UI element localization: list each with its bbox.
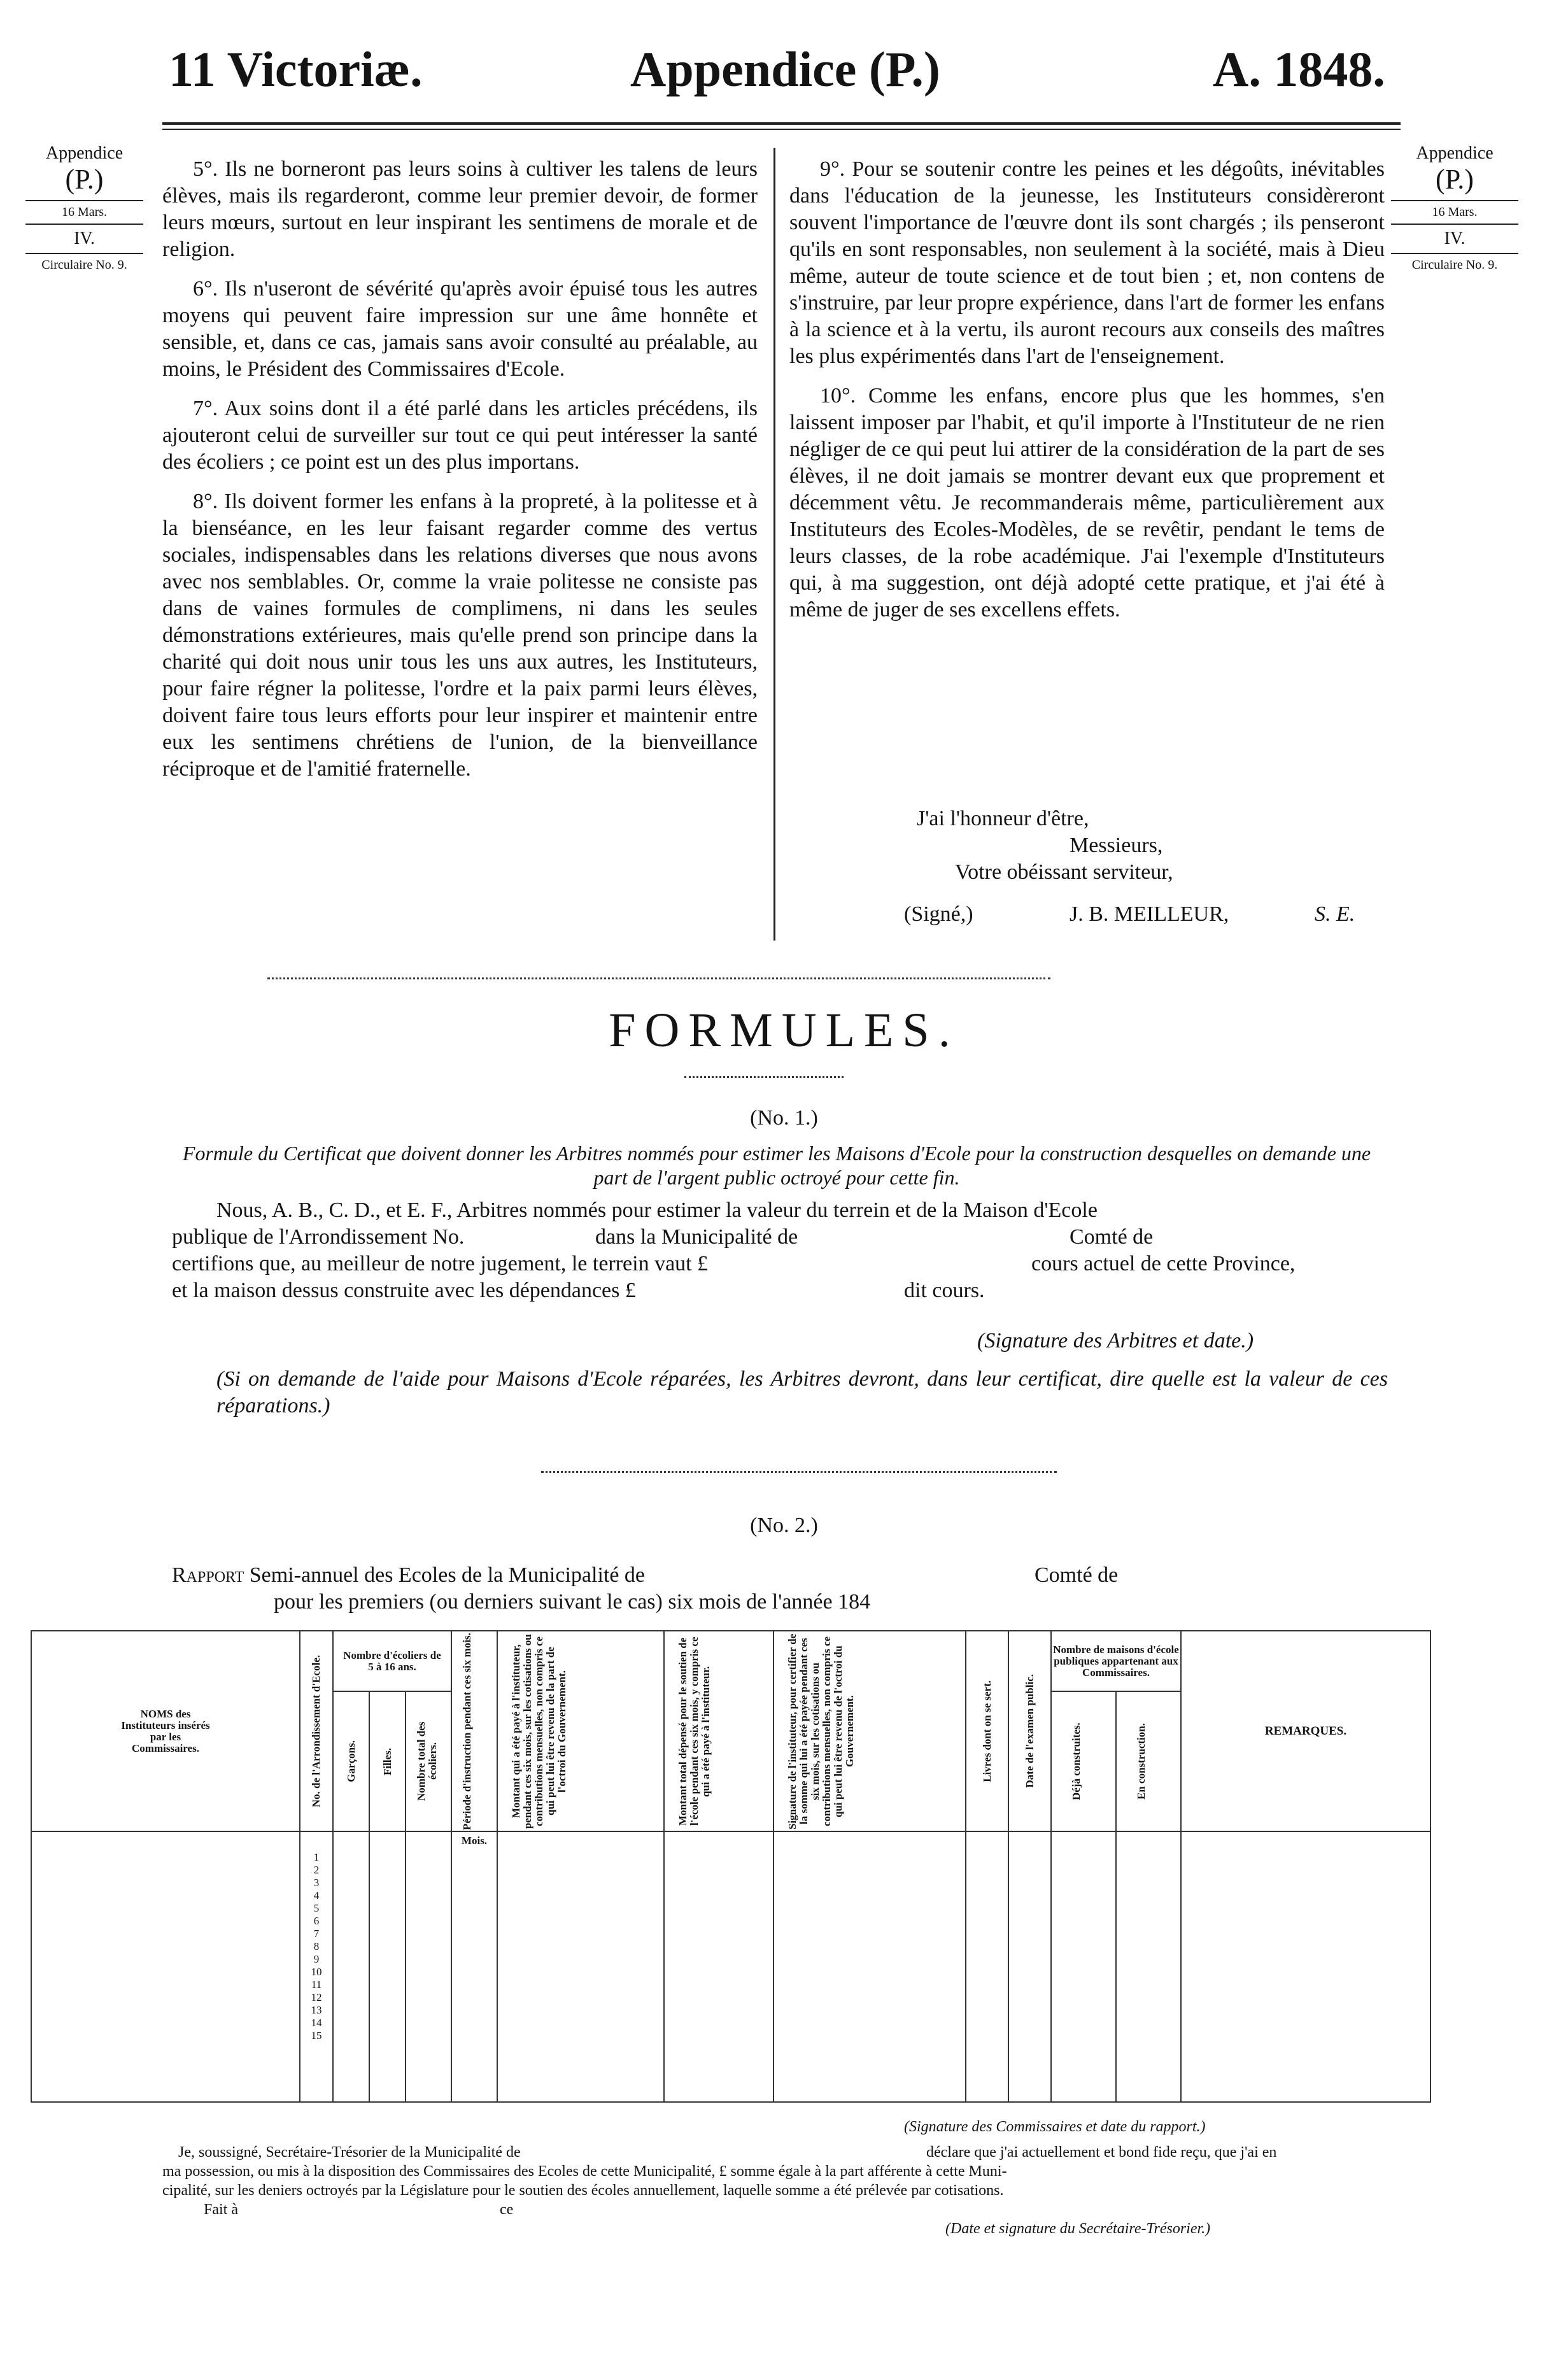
margin-divider xyxy=(25,200,143,201)
article-7: 7°. Aux soins dont il a été parlé dans les articles précédens, ils ajouteront celui de surveiller sur tout ce qui peut intéresser la santé des écoliers ; ce point est un des plus importans. xyxy=(162,397,758,474)
col-livres-label: Livres dont on se sert. xyxy=(980,1680,993,1782)
margin-appendix: Appendice xyxy=(1416,143,1494,163)
row-number: 5 xyxy=(313,1902,320,1914)
formules-title: FORMULES. xyxy=(609,1004,959,1057)
margin-divider xyxy=(25,224,143,225)
col-periode-label: Période d'instruction pendant ces six mois. xyxy=(461,1632,473,1830)
cell-filles xyxy=(369,1831,406,2102)
row-number: 3 xyxy=(313,1877,320,1889)
formule-no1: (No. 1.) xyxy=(750,1106,818,1130)
col-remarques: REMARQUES. xyxy=(1181,1631,1430,1831)
footer-line-3: cipalité, sur les deniers octroyés par la Législature pour le soutien des écoles annuellement, laquelle somme a été prélevée par cotisations. xyxy=(162,2182,1004,2199)
margin-circular: Circulaire No. 9. xyxy=(1411,257,1498,272)
column-separator xyxy=(773,148,775,941)
footer-fait-a: Fait à xyxy=(204,2201,238,2218)
margin-divider xyxy=(1391,224,1518,225)
col-periode xyxy=(451,1631,497,1831)
closing-line-2: Messieurs, xyxy=(1070,834,1163,857)
no1-line-2c: Comté de xyxy=(1070,1225,1154,1249)
col-examen-label: Date de l'examen public. xyxy=(1023,1674,1036,1788)
col-signature xyxy=(773,1631,966,1831)
closing-suffix: S. E. xyxy=(1315,902,1355,926)
cell-en-construction xyxy=(1116,1831,1181,2102)
rapport-label: Rapport xyxy=(172,1563,244,1587)
col-garcons-label: Garçons. xyxy=(344,1740,357,1782)
cell-livres xyxy=(966,1831,1008,2102)
col-total-label: Nombre total des écoliers. xyxy=(415,1721,439,1801)
col-signature-label: Signature de l'instituteur, pour certifier de la somme qui lui a été payée pendant ces six mois, sur les cotisations ou contributions mensuelles, non compris ce qui peut lui être revenu de l'octroi du Gouvernement. xyxy=(786,1633,856,1829)
closing-line-3: Votre obéissant serviteur, xyxy=(955,860,1173,884)
row-numbers xyxy=(300,1851,332,2042)
article-6: 6°. Ils n'useront de sévérité qu'après avoir épuisé tous les autres moyens qui peuvent faire impression sur une âme honnête et sensible, et, dans ce cas, jamais sans avoir consulté au préalable, au moins, le Président des Commissaires d'Ecole. xyxy=(162,277,758,381)
article-5: 5°. Ils ne borneront pas leurs soins à cultiver les talens de leurs élèves, mais ils regarderont, comme leur premier devoir, de former leurs mœurs, surtout en leur inspirant les sentimens de morale et de religion. xyxy=(162,157,758,261)
col-maisons-group xyxy=(1051,1631,1181,1691)
col-montant-depense xyxy=(664,1631,773,1831)
cell-total xyxy=(406,1831,451,2102)
col-deja xyxy=(1051,1691,1116,1831)
no1-line-2a: publique de l'Arrondissement No. xyxy=(172,1225,465,1249)
col-livres xyxy=(966,1631,1008,1831)
row-number: 13 xyxy=(311,2004,322,2016)
footer-sig-secretaire: (Date et signature du Secrétaire-Trésorier.) xyxy=(945,2220,1211,2237)
col-arrondissement xyxy=(300,1631,333,1831)
col-montant-paye-label: Montant qui a été payé à l'instituteur, pendant ces six mois, sur les cotisations ou contributions mensuelles, non compris ce qui peut lui être revenu de la part de l'octroi du Gouvernement. xyxy=(510,1633,568,1829)
header-right: A. 1848. xyxy=(1213,41,1385,97)
cell-deja xyxy=(1051,1831,1116,2102)
margin-roman: IV. xyxy=(1444,228,1466,248)
no2-line-2: pour les premiers (ou derniers suivant le cas) six mois de l'année 184 xyxy=(274,1590,871,1614)
no1-note: (Si on demande de l'aide pour Maisons d'Ecole réparées, les Arbitres devront, dans leur certificat, dire quelle est la valeur de ces réparations.) xyxy=(216,1367,1388,1417)
col-filles-label: Filles. xyxy=(381,1747,393,1775)
footer-line-1b: déclare que j'ai actuellement et bond fide reçu, que j'ai en xyxy=(926,2144,1277,2161)
row-number: 12 xyxy=(311,1991,322,2003)
report-table xyxy=(31,1630,1431,2103)
cell-row-numbers xyxy=(300,1831,333,2102)
no1-line-1: Nous, A. B., C. D., et E. F., Arbitres nommés pour estimer la valeur du terrein et de la Maison d'Ecole xyxy=(216,1198,1098,1222)
header-rule xyxy=(162,122,1401,125)
footer-sig-commissaires: (Signature des Commissaires et date du rapport.) xyxy=(904,2119,1206,2135)
row-number: 6 xyxy=(313,1915,320,1927)
section-divider xyxy=(541,1471,1057,1473)
left-column xyxy=(162,156,758,795)
no2-line-1c: Comté de xyxy=(1035,1563,1119,1587)
footer-line-2: ma possession, ou mis à la disposition des Commissaires des Ecoles de cette Municipalité, £ somme égale à la part afférente à cette Muni- xyxy=(162,2163,1007,2180)
formule-no1-caption: Formule du Certificat que doivent donner les Arbitres nommés pour estimer les Maisons d'Ecole pour la construction desquelles on demande une part de l'argent public octroyé pour cette fin. xyxy=(182,1142,1371,1189)
header-center: Appendice (P.) xyxy=(630,41,940,97)
col-en-construction xyxy=(1116,1691,1181,1831)
footer-ce: ce xyxy=(500,2201,514,2218)
cell-periode-unit: Mois. xyxy=(451,1831,497,2102)
header-rule-thin xyxy=(162,129,1401,130)
rapport-text: Semi-annuel des Ecoles de la Municipalité de xyxy=(249,1563,646,1587)
header-left: 11 Victoriæ. xyxy=(169,41,423,97)
col-total xyxy=(406,1691,451,1831)
margin-date: 16 Mars. xyxy=(1432,204,1478,219)
margin-letter: (P.) xyxy=(1436,164,1474,195)
cell-signature xyxy=(773,1831,966,2102)
cell-examen xyxy=(1008,1831,1051,2102)
margin-roman: IV. xyxy=(74,228,95,248)
title-underline xyxy=(684,1076,844,1078)
article-9: 9°. Pour se soutenir contre les peines et les dégoûts, inévitables dans l'éducation de la jeunesse, les Instituteurs considèreront souvent l'importance de l'œuvre dont ils sont chargés ; ils penseront qu'ils en sont responsables, non seulement à la société, mais à Dieu même, auteur de toute science et de tout bien ; et, non contens de s'instruire, par leur propre expérience, dans l'art de former les enfans à la science et à la vertu, ils auront recours aux conseils des maîtres les plus expérimentés dans l'art de l'enseignement. xyxy=(789,157,1385,368)
no1-line-4a: et la maison dessus construite avec les dépendances £ xyxy=(172,1279,636,1302)
no1-line-2b: dans la Municipalité de xyxy=(595,1225,798,1249)
row-number: 15 xyxy=(311,2029,322,2042)
margin-letter: (P.) xyxy=(65,164,104,195)
section-divider xyxy=(267,977,1050,979)
margin-date: 16 Mars. xyxy=(61,204,108,219)
no1-signature: (Signature des Arbitres et date.) xyxy=(977,1329,1254,1353)
no1-line-4b: dit cours. xyxy=(904,1279,985,1302)
col-deja-label: Déjà construites. xyxy=(1070,1722,1082,1800)
col-montant-paye xyxy=(497,1631,664,1831)
row-number: 7 xyxy=(313,1928,320,1940)
col-filles xyxy=(369,1691,406,1831)
closing-name: J. B. MEILLEUR, xyxy=(1070,902,1229,926)
cell-noms xyxy=(31,1831,300,2102)
cell-remarques xyxy=(1181,1831,1430,2102)
cell-garcons xyxy=(333,1831,369,2102)
margin-divider xyxy=(1391,200,1518,201)
row-number: 9 xyxy=(313,1953,320,1965)
margin-divider xyxy=(25,253,143,254)
col-arrondissement-label: No. de l'Arrondissement d'Ecole. xyxy=(310,1654,322,1808)
margin-circular: Circulaire No. 9. xyxy=(41,257,127,272)
col-noms-label: NOMS des Instituteurs insérés par les Commissaires. xyxy=(121,1707,210,1754)
col-examen xyxy=(1008,1631,1051,1831)
col-ecoliers-group xyxy=(333,1631,451,1691)
closing-line-1: J'ai l'honneur d'être, xyxy=(917,807,1089,830)
article-10: 10°. Comme les enfans, encore plus que les hommes, s'en laissent imposer par l'habit, et qu'il importe à l'Instituteur de ne rien négliger de ce qui peut lui attirer de la considération de la part de ses élèves, il ne doit jamais se montrer devant eux que proprement et décemment vêtu. Je recommanderais même, particulièrement aux Instituteurs des Ecoles-Modèles, de se revêtir, pendant le tems de leurs classes, de la robe académique. J'ai l'exemple d'Instituteurs qui, à ma suggestion, ont déjà adopté cette pratique, et j'ai été à même de juger de ses excellens effets. xyxy=(789,384,1385,621)
row-number: 8 xyxy=(313,1940,320,1952)
margin-note-left xyxy=(25,143,143,273)
col-garcons xyxy=(333,1691,369,1831)
row-number: 10 xyxy=(311,1966,322,1978)
row-number: 2 xyxy=(313,1864,320,1876)
col-en-construction-label: En construction. xyxy=(1135,1723,1147,1800)
no2-line-1 xyxy=(172,1562,645,1589)
col-montant-depense-label: Montant total dépensé pour le soutien de l'école pendant ces six mois, y compris ce qui a été payé à l'instituteur. xyxy=(677,1637,712,1826)
cell-montant-depense xyxy=(664,1831,773,2102)
row-number: 4 xyxy=(313,1889,320,1901)
row-number: 14 xyxy=(311,2017,322,2029)
col-maisons-group-label: Nombre de maisons d'école publiques appartenant aux Commissaires. xyxy=(1053,1643,1179,1679)
article-8: 8°. Ils doivent former les enfans à la propreté, à la politesse et à la bienséance, en les leur faisant regarder comme des vertus sociales, indispensables dans les relations diverses que nous avons avec nos semblables. Or, comme la vraie politesse ne consiste pas dans de vaines formules de complimens, ni dans les seules démonstrations extérieures, mais qu'elle prend son principe dans la charité qui doit nous unir tous les uns aux autres, les Instituteurs, pour faire régner la politesse, l'ordre et la paix parmi leurs élèves, doivent faire tous leurs efforts pour leur inspirer et maintenir entre eux les sentimens chrétiens de l'union, de la bienveillance réciproque et de l'amitié fraternelle. xyxy=(162,490,758,781)
col-noms xyxy=(31,1631,300,1831)
no1-line-3b: cours actuel de cette Province, xyxy=(1031,1252,1296,1275)
margin-note-right xyxy=(1391,143,1518,273)
right-column xyxy=(789,156,1385,636)
formule-no2: (No. 2.) xyxy=(750,1514,818,1537)
row-number: 1 xyxy=(313,1851,320,1863)
no1-line-3a: certifions que, au meilleur de notre jugement, le terrein vaut £ xyxy=(172,1252,709,1275)
margin-divider xyxy=(1391,253,1518,254)
col-ecoliers-group-label: Nombre d'écoliers de 5 à 16 ans. xyxy=(343,1649,441,1673)
cell-montant-paye xyxy=(497,1831,664,2102)
footer-line-1a: Je, soussigné, Secrétaire-Trésorier de la Municipalité de xyxy=(178,2144,521,2161)
closing-signed: (Signé,) xyxy=(904,902,973,926)
margin-appendix: Appendice xyxy=(45,143,124,163)
row-number: 11 xyxy=(311,1978,322,1991)
